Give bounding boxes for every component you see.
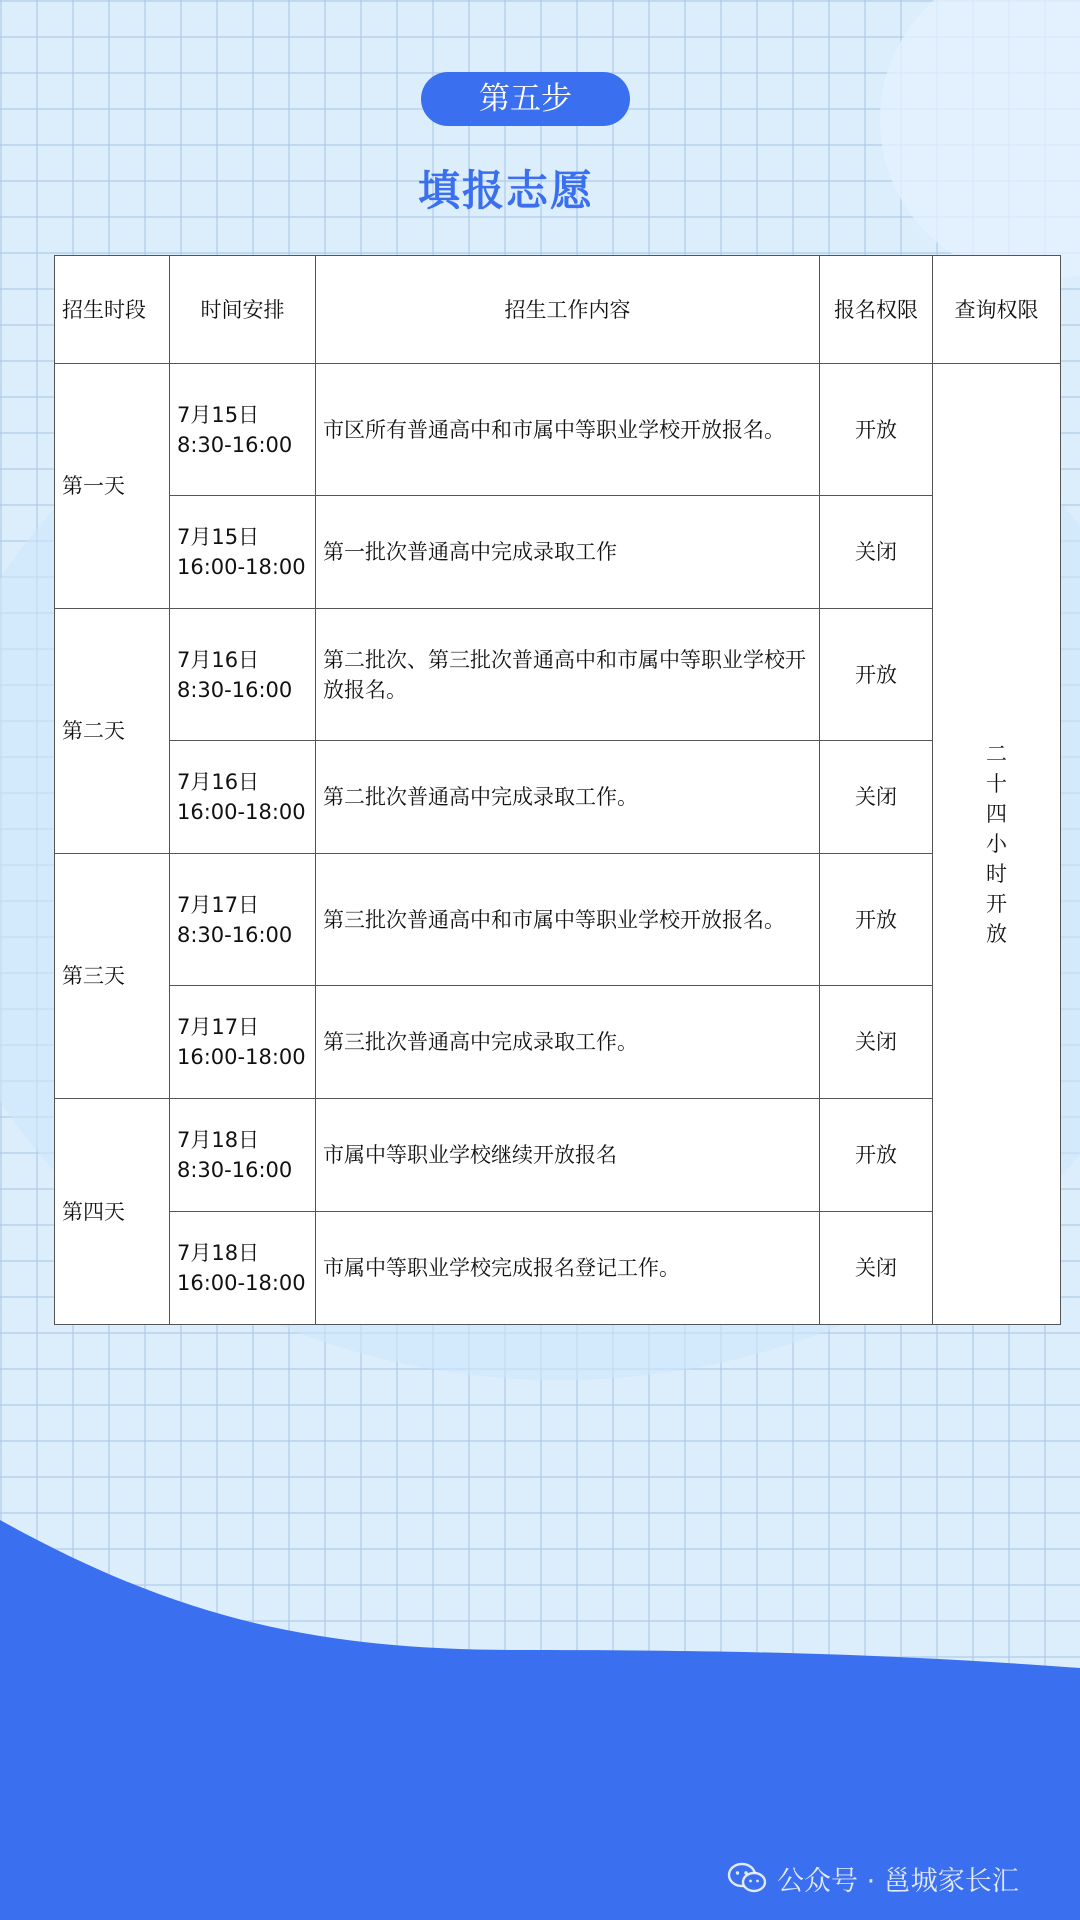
- time-text: 16:00-18:00: [177, 1045, 306, 1069]
- table-row: [55, 854, 1061, 986]
- date-text: 7月17日: [177, 1015, 260, 1039]
- content-cell: 第二批次、第三批次普通高中和市属中等职业学校开放报名。: [316, 609, 820, 741]
- footer-text: 公众号 · 邕城家长汇: [777, 1865, 1019, 1897]
- time-cell: [170, 496, 316, 609]
- date-text: 7月16日: [177, 647, 260, 672]
- query-access-cell: [933, 364, 1061, 1325]
- time-cell: [170, 854, 316, 986]
- day-label: 第三天: [55, 854, 170, 1099]
- date-text: 7月17日: [177, 892, 260, 917]
- query-char: 四: [986, 802, 1007, 826]
- table-row: [55, 986, 1061, 1099]
- status-cell: 关闭: [820, 986, 933, 1099]
- time-text: 8:30-16:00: [177, 432, 293, 457]
- status-cell: 关闭: [820, 741, 933, 854]
- status-cell: 开放: [820, 609, 933, 741]
- background-circle: [880, 0, 1080, 280]
- status-cell: 关闭: [820, 496, 933, 609]
- content-cell: 市属中等职业学校完成报名登记工作。: [316, 1212, 820, 1325]
- page-title: 填报志愿: [417, 166, 594, 215]
- table-header-row: [55, 256, 1061, 364]
- query-char: 二: [986, 742, 1007, 766]
- content-cell: 第三批次普通高中和市属中等职业学校开放报名。: [316, 854, 820, 986]
- header-query-access: 查询权限: [933, 256, 1061, 364]
- content-cell: 市属中等职业学校继续开放报名: [316, 1099, 820, 1212]
- time-text: 8:30-16:00: [177, 677, 293, 702]
- header-period: 招生时段: [55, 256, 170, 364]
- wechat-account-mark: [727, 1860, 1057, 1896]
- time-text: 8:30-16:00: [177, 1158, 293, 1182]
- schedule-table: [54, 255, 1061, 1325]
- status-cell: 关闭: [820, 1212, 933, 1325]
- time-text: 16:00-18:00: [177, 800, 306, 824]
- time-text: 16:00-18:00: [177, 555, 306, 579]
- time-cell: [170, 741, 316, 854]
- date-text: 7月15日: [177, 525, 260, 549]
- query-char: 时: [986, 862, 1007, 886]
- table-row: [55, 609, 1061, 741]
- day-label: 第一天: [55, 364, 170, 609]
- query-char: 开: [986, 892, 1007, 916]
- table-row: [55, 741, 1061, 854]
- query-char: 小: [986, 832, 1007, 856]
- status-cell: 开放: [820, 364, 933, 496]
- date-text: 7月16日: [177, 770, 260, 794]
- time-text: 16:00-18:00: [177, 1271, 306, 1295]
- table-row: [55, 1099, 1061, 1212]
- content-cell: 第二批次普通高中完成录取工作。: [316, 741, 820, 854]
- wechat-icon: [727, 1862, 767, 1894]
- date-text: 7月18日: [177, 1128, 260, 1152]
- content-cell: 第三批次普通高中完成录取工作。: [316, 986, 820, 1099]
- background-wave: [0, 1500, 1080, 1920]
- table-row: [55, 364, 1061, 496]
- time-cell: [170, 364, 316, 496]
- table-row: [55, 496, 1061, 609]
- content-cell: 市区所有普通高中和市属中等职业学校开放报名。: [316, 364, 820, 496]
- step-badge: 第五步: [421, 72, 630, 126]
- query-char: 放: [986, 922, 1007, 946]
- date-text: 7月18日: [177, 1241, 260, 1265]
- header-signup-access: 报名权限: [820, 256, 933, 364]
- time-cell: [170, 986, 316, 1099]
- header-time: 时间安排: [170, 256, 316, 364]
- table-row: [55, 1212, 1061, 1325]
- day-label: 第四天: [55, 1099, 170, 1325]
- content-cell: 第一批次普通高中完成录取工作: [316, 496, 820, 609]
- time-text: 8:30-16:00: [177, 922, 293, 947]
- status-cell: 开放: [820, 854, 933, 986]
- time-cell: [170, 1099, 316, 1212]
- date-text: 7月15日: [177, 402, 260, 427]
- query-char: 十: [986, 772, 1007, 796]
- time-cell: [170, 609, 316, 741]
- day-label: 第二天: [55, 609, 170, 854]
- status-cell: 开放: [820, 1099, 933, 1212]
- time-cell: [170, 1212, 316, 1325]
- header-content: 招生工作内容: [316, 256, 820, 364]
